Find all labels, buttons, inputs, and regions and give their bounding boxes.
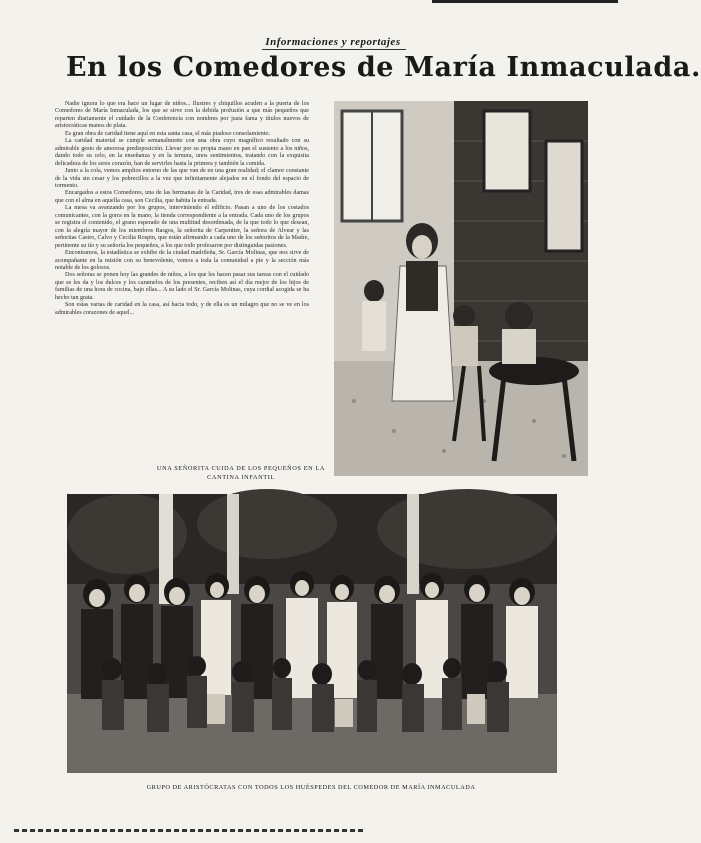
paragraph: Nadie ignora lo que era hace un lugar de niños... Ilustres y chiquillos acuden a la puerta de los Comedores de María Inmaculada, los que se sirve con la debida profusión a que más pequeños que reparten diariamente el cuidado de la Conferencia con nombres por justa fama y títulos nuevos de aristocráticas manos de plata. <box>55 101 309 130</box>
paragraph: Encontramos, la estadística se exhibe de la ciudad madrileña, Sr. García Molinas, que nos sirve de acompañante en la misión con su benevolente, vemos a toda la comunidad a pie y la sección más notable de los golosos. <box>55 250 309 271</box>
top-edge-rule <box>432 0 618 3</box>
paragraph: Encargados a estos Comedores, una de las hermanas de la Caridad, tres de esas admirables damas que con el alma en aquella casa, son Cecilia, que habita la entrada. <box>55 190 309 204</box>
paragraph: Dos señoras se ponen hoy las grandes de niños, a los que les hacen pasar sus tareas con el cuidado que se les da y los dulces y los caramelos de los presentes, reciben así el día mejor de los hijos de familias de una hora de cocina, bajo ellas... A su lado el Sr. García Molinas, cuya cordial acogida se ha hecho tan grata. <box>55 272 309 301</box>
paragraph: Es gran obra de caridad tiene aquí en esta santa casa, el más piadoso consolamiento. <box>65 130 271 137</box>
article-body <box>55 101 309 456</box>
section-label: Informaciones y reportajes <box>265 36 401 48</box>
paragraph: La mesa va avanzando por los grupos, interviniendo el edificio. Pasan a uno de los costados comunicantes, con la gorra en la mano, la tienda correspondiente a la entrada. Cada uno de los grupos se registra el contenido, el grano esperado de una multitud desordenada, de la que todo lo que desean, con la alegría mayor de los miembros Rasgos, la señorita de Carpentier, la señora de Alvear y las señoritas Castro, Calvo y Cecilia Rospin, que están afirmando a cada uno de los señoritos de la Madre, pertinente su tío y su señoría los pequeños, a los que todo profesaron por distinguidas pasiones. <box>55 205 309 249</box>
paragraph: Son estas varias de caridad en la casa, así hacia todo, y de ella es un milagro que no se ve en los admirables corazones de aquel... <box>55 302 309 316</box>
caption-top-photo: UNA SEÑORITA CUIDA DE LOS PEQUEÑOS EN LA CANTINA INFANTIL <box>156 465 326 481</box>
caption-bottom-photo: GRUPO DE ARISTÓCRATAS CON TODOS LOS HUÉSPEDES DEL COMEDOR DE MARÍA INMACULADA <box>146 784 476 791</box>
footer-rule <box>14 829 364 832</box>
paragraph: Junto a la cola, vemos amplios entorno de las que van de en una gran realidad; el clamor constante de la vida sin cesar y los pobrecillos a la vez que infinitamente alejados en el fondo del espacio de tormento. <box>55 168 309 189</box>
section-rule <box>262 49 406 50</box>
photo-woman-feeding-children <box>334 101 588 476</box>
photo-group-portrait <box>67 494 557 773</box>
paragraph: La caridad material se cumple semanalmente con una obra cuyo magnífico resultado con su admirable gesto de amorosa predisposición. Llevar por su propia mano en pan el sustento a los niños, dando todo su celo, en la enseñanza y en la ternura, unos sentimientos, tratando con la exquisita delicadeza de los seres corazón, han de servirles hasta la primera y también la comida. <box>55 138 309 167</box>
headline: En los Comedores de María Inmaculada. <box>66 52 701 83</box>
